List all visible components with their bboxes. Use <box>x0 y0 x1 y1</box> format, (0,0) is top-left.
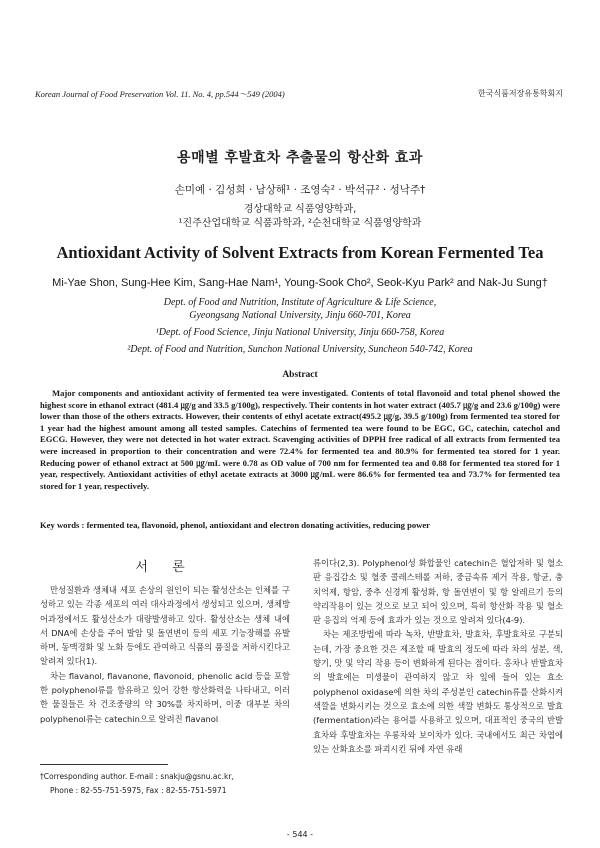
english-affiliation-3: ¹Dept. of Food Science, Jinju National University, Jinju 660-758, Korea <box>155 327 445 338</box>
english-affiliation-2: Gyeongsang National University, Jinju 660-701, Korea <box>189 310 411 321</box>
right-paragraph-1: 류이다(2,3). Polyphenol성 화합물인 catechin은 혈압저하 및 혈소판 응집감소 및 혈중 콜레스테롤 저하, 중금속류 제거 작용, 항균, 충치억제, 항암, 중추 신경계 활성화, 항 돌연변이 및 항 알레르기 등의 약리작용이 있는 것으로 보고 되어 있으며, 특히 항산화 작용 및 혈소판 응집의 억제 등에 효과가 있는 것으로 알려져 있다(4-9). <box>313 558 563 626</box>
right-column <box>313 556 563 756</box>
footnote-corresponding-author: †Corresponding author. E-mail : snakju@gsnu.ac.kr, <box>40 772 234 781</box>
left-paragraph-1: 만성질환과 생체내 세포 손상의 원인이 되는 활성산소는 인체를 구성하고 있는 각종 세포의 여러 대사과정에서 생성되고 있으며, 생체방어과정에서도 활성산소가 대량발생하고 있다. 활성산소는 생체 내에서 DNA에 손상을 주어 발암 및 돌연변이 등의 세포 기능장해를 유발하며, 동맥경화 및 노화 등에도 관여하고 식품의 품질을 저하시킨다고 알려져 있다(1). <box>40 585 290 667</box>
society-header: 한국식품저장유통학회지 <box>477 89 563 98</box>
footnote-contact: Phone : 82-55-751-5975, Fax : 82-55-751-5971 <box>50 786 227 795</box>
english-authors: Mi-Yae Shon, Sung-Hee Kim, Sang-Hae Nam¹, Young-Sook Cho², Seok-Kyu Park² and Nak-Ju Sung† <box>52 277 548 289</box>
keywords-text: fermented tea, flavonoid, phenol, antioxidant and electron donating activities, reducing power <box>86 520 430 530</box>
korean-affiliation-1: 경상대학교 식품영양학과, <box>243 204 357 215</box>
abstract-body: Major components and antioxidant activity of fermented tea were investigated. Contents of total flavonoid and total phenol showed the highest score in ethanol extract (481.4 ㎍/g and 33.5 g/100g), respectively. Their contents in hot water extract (405.7 ㎍/g and 23.6 g/100g) were lower than those of the others extracts. However, their contents of ethyl acetate extract(495.2 ㎍/g, 39.5 g/100g) from fermented tea stored for 1 year had the highest amount among all tested samples. Catechins of fermented tea were found to be EGC, GC, catechin, catechol and EGCG. However, they were not detected in hot water extract. Scavenging activities of DPPH free radical of all extracts from fermented tea were increased in proportion to their concentration and were 72.4% for fermented tea and 80.9% for fermented tea stored for 1 year. Reducing power of ethanol extract at 500 ㎍/mL were 0.78 as OD value of 700 nm for fermented tea and 0.88 for fermented tea stored for 1 year, respectively. Antioxidant activities of ethyl acetate extracts at 3000 ㎍/mL were 86.6% for fermented tea and 73.7% for fermented tea stored for 1 year, respectively. <box>40 388 560 491</box>
korean-authors: 손미예 · 김성희 · 남상해¹ · 조영숙² · 박석규² · 성낙주† <box>174 184 426 196</box>
left-paragraph-2: 차는 flavanol, flavanone, flavonoid, phenolic acid 등을 포함한 polyphenol류를 함유하고 있어 강한 항산화력을 나타내고, 이러한 물질들은 차 건조중량의 약 30%를 차지하며, 이중 대부분 차의 polyphenol류는 catechin으로 알려진 flavanol <box>40 670 290 724</box>
section-heading-introduction: 서 론 <box>135 560 195 575</box>
english-affiliation-4: ²Dept. of Food and Nutrition, Sunchon National University, Suncheon 540-742, Korea <box>127 344 473 355</box>
english-title: Antioxidant Activity of Solvent Extracts from Korean Fermented Tea <box>56 243 544 262</box>
footnote-divider <box>40 764 168 765</box>
english-affiliation-1: Dept. of Food and Nutrition, Institute of Agriculture & Life Science, <box>163 297 437 308</box>
korean-affiliation-2: ¹진주산업대학교 식품과학과, ²순천대학교 식품영양학과 <box>178 218 422 229</box>
abstract-heading: Abstract <box>282 370 318 380</box>
keywords-line <box>40 520 565 530</box>
keywords-label: Key words : <box>40 520 85 530</box>
page-number: - 544 - <box>286 830 314 839</box>
korean-title: 용매별 후발효차 추출물의 항산화 효과 <box>177 150 423 166</box>
left-column <box>40 583 290 726</box>
right-paragraph-2: 차는 제조방법에 따라 녹차, 반발효차, 발효차, 후발효차로 구분되는데, 가장 중요한 것은 제조할 때 발효의 정도에 따라 차의 성분, 색, 향기, 맛 및 약리 작용 등이 변화하게 된다는 점이다. 홍차나 반발효차의 발효에는 미생물이 관여하지 않고 차 잎에 들어 있는 효소 polyphenol oxidase에 의한 차의 주성분인 catechin류를 산화시켜 색깔을 변화시키는 것으로 효소에 의한 색깔 변화도 통상적으로 발효(fermentation)라는 용어를 사용하고 있으며, 대표적인 중국의 반발효차와 후발효차는 우롱차와 보이차가 있다. 국내에서도 최근 차엽에 있는 산화효소를 파괴시킨 뒤에 자연 유래 <box>313 629 563 754</box>
journal-header: Korean Journal of Food Preservation Vol. 11. No. 4, pp.544～549 (2004) <box>35 89 285 99</box>
